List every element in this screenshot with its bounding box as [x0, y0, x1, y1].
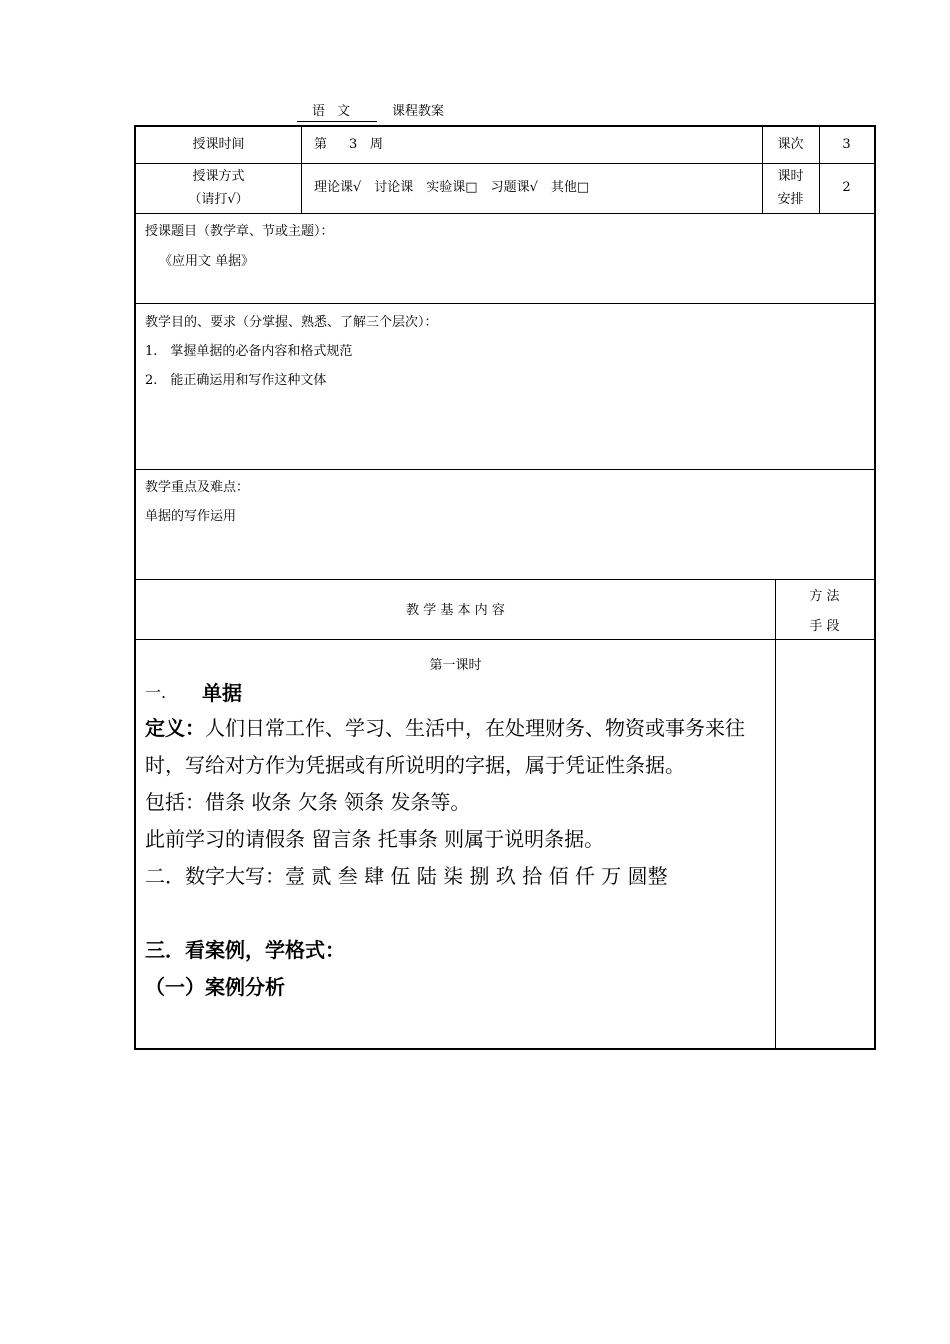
period-title: 第一课时: [429, 658, 482, 673]
goal-item: 2. 能正确运用和写作这种文体: [145, 373, 327, 388]
previous-line: 此前学习的请假条 留言条 托事条 则属于说明条据。: [145, 827, 605, 851]
teaching-methods: 理论课√ 讨论课 实验课□ 习题课√ 其他□: [314, 180, 590, 195]
arrange-value: 2: [842, 180, 851, 195]
content-header-main: 教 学 基 本 内 容: [406, 603, 505, 618]
lesson-value: 3: [842, 137, 851, 152]
week-suffix: 周: [370, 137, 384, 152]
lesson-label: 课次: [777, 137, 804, 152]
lesson-plan-table: [134, 125, 876, 1050]
key-points-label: 教学重点及难点：: [145, 480, 250, 495]
goal-item: 1. 掌握单据的必备内容和格式规范: [145, 344, 353, 359]
definition-paragraph: [145, 710, 771, 784]
subject-name: 语文: [297, 103, 377, 122]
arrange-label-1: 课时: [777, 169, 804, 184]
key-points-value: 单据的写作运用: [145, 509, 237, 524]
includes-line: 包括：借条 收条 欠条 领条 发条等。: [145, 790, 471, 814]
row-divider: [136, 469, 874, 470]
content-header-side-2: 手 段: [809, 619, 840, 634]
page-header: [0, 103, 950, 123]
row-divider: [136, 163, 874, 164]
definition-text: 人们日常工作、学习、生活中，在处理财务、物资或事务来往时，写给对方作为凭据或有所说明的字据，属于凭证性条据。: [145, 716, 745, 777]
method-hint: （请打√）: [188, 192, 249, 207]
row-divider: [136, 303, 874, 304]
section1-number: 一.: [145, 683, 167, 702]
week-number: 3: [349, 137, 358, 152]
method-label: 授课方式: [192, 169, 245, 184]
section3-line: 三．看案例，学格式：: [145, 938, 345, 962]
section1-title: 单据: [202, 681, 242, 705]
document-type: 课程教案: [392, 104, 445, 119]
goals-label: 教学目的、要求（分掌握、熟悉、了解三个层次）：: [145, 315, 438, 330]
row-divider: [136, 579, 874, 580]
col-divider: [775, 579, 776, 1048]
topic-value: 《应用文 单据》: [159, 254, 255, 269]
arrange-label-2: 安排: [777, 192, 804, 207]
subsection1-line: （一）案例分析: [145, 975, 285, 999]
definition-label: 定义：: [145, 716, 205, 740]
content-header-side-1: 方 法: [809, 589, 840, 604]
topic-label: 授课题目（教学章、节或主题）：: [145, 224, 334, 239]
time-label: 授课时间: [192, 137, 245, 152]
row-divider: [136, 639, 874, 640]
row-divider: [136, 213, 874, 214]
section2-line: 二．数字大写：壹 贰 叁 肆 伍 陆 柒 捌 玖 拾 佰 仟 万 圆整: [145, 864, 668, 888]
week-prefix: 第: [314, 137, 328, 152]
col-divider: [301, 127, 302, 213]
